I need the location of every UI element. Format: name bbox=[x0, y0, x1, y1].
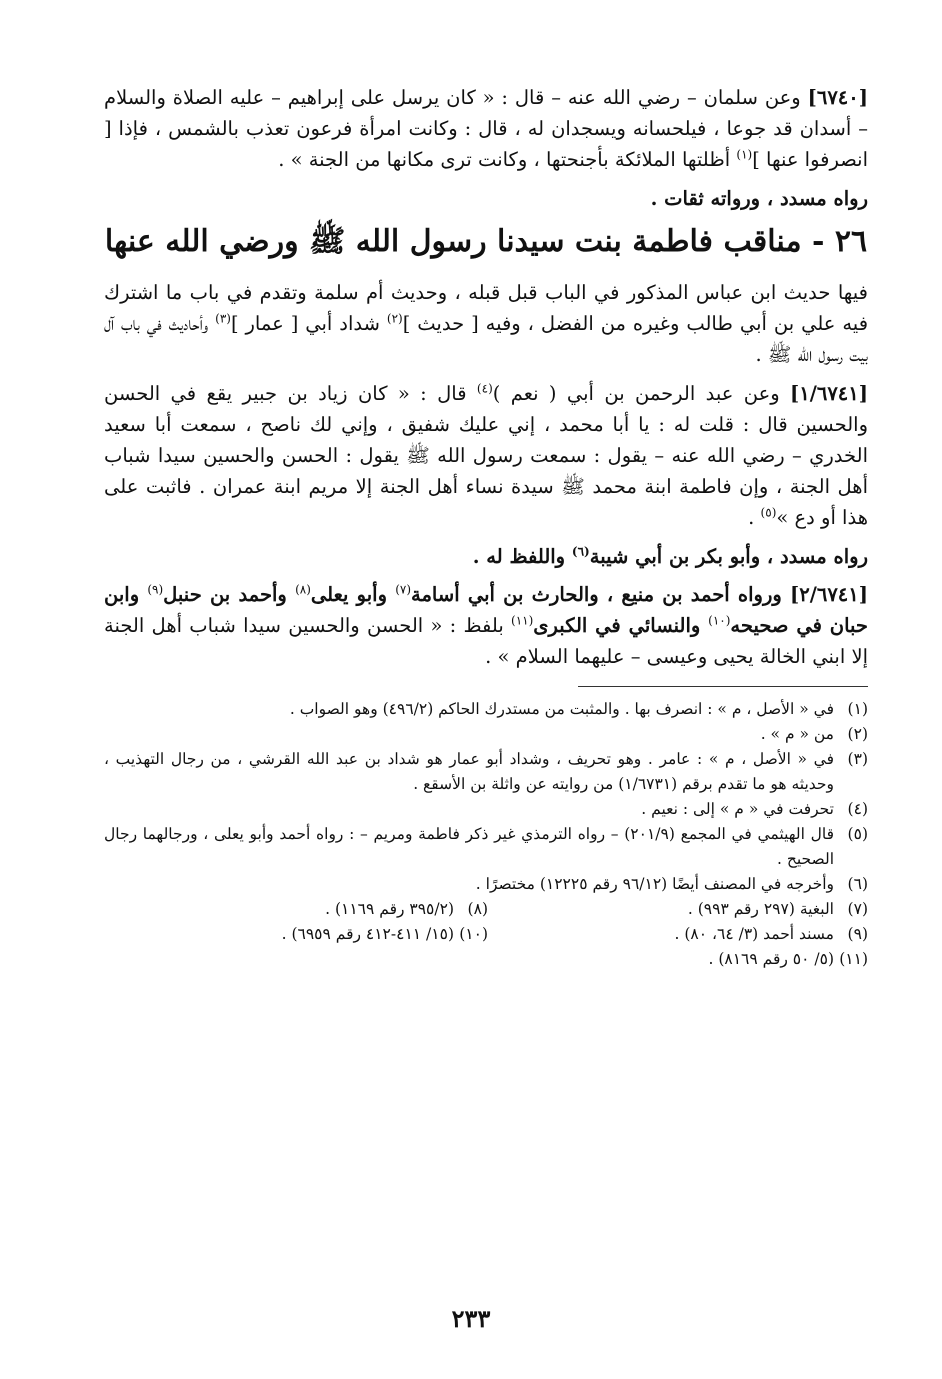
footnote-text: البغية (٢٩٧ رقم ٩٩٣) . bbox=[687, 900, 834, 918]
hadith-text: . bbox=[748, 506, 761, 529]
footnote-marker[interactable]: (٥) bbox=[760, 505, 777, 520]
hadith-text: بلفظ : « الحسن والحسين سيدا شباب أهل الجنة إلا ابني الخالة يحيى وعيسى – عليهما السلام » . bbox=[104, 614, 868, 668]
footnote-text: (٥/ ٥٠ رقم ٨١٦٩) . bbox=[708, 950, 834, 968]
footnote-marker[interactable]: (١٠) bbox=[708, 613, 731, 628]
source-text: رواه مسدد ، وأبو بكر بن أبي شيبة bbox=[589, 545, 868, 568]
footnote-text: تحرفت في « م » إلى : نعيم . bbox=[641, 800, 834, 818]
footnote-marker[interactable]: (٢) bbox=[386, 311, 403, 326]
footnote-marker[interactable]: (٣) bbox=[215, 311, 231, 326]
hadith-text: والنسائي في الكبرى bbox=[533, 614, 709, 637]
hadith-6741-2 bbox=[104, 579, 868, 672]
page-body bbox=[104, 82, 868, 972]
footnote-marker[interactable]: (١) bbox=[736, 147, 753, 162]
hadith-ref: [٢/٦٧٤١] bbox=[790, 583, 868, 606]
hadith-text: وعن سلمان – رضي الله عنه – قال : « كان يرسل على إبراهيم – عليه الصلاة والسلام – أسدان قد جوعا ، فيلحسانه ويسجدان له ، قال : وكانت امرأة فرعون تعذب بالشمس ، فإذا [ انصرفوا عنها ] bbox=[104, 86, 868, 171]
footnote-marker[interactable]: (٨) bbox=[295, 582, 311, 597]
footnote-pair bbox=[104, 922, 868, 947]
hadith-ref: [٦٧٤٠] bbox=[807, 86, 868, 109]
footnote-text: من « م » . bbox=[760, 725, 834, 743]
footnote-number: (٥) bbox=[847, 825, 868, 843]
hadith-text: أظلتها الملائكة بأجنحتها ، وكانت ترى مكانها من الجنة » . bbox=[278, 148, 737, 171]
footnote-text: في « الأصل ، م » : انصرف بها . والمثبت من مستدرك الحاكم (٤٩٦/٢) وهو الصواب . bbox=[289, 700, 834, 718]
hadith-6740 bbox=[104, 82, 868, 175]
footnote-number: (٢) bbox=[847, 725, 868, 743]
footnote-marker[interactable]: (٦) bbox=[571, 544, 590, 559]
footnote bbox=[104, 722, 868, 747]
footnote-number: (٨) bbox=[467, 900, 488, 918]
intro-text: شداد أبي [ عمار ] bbox=[230, 312, 387, 335]
hadith-text: وأبو يعلى bbox=[310, 583, 396, 606]
page-number: ٢٣٣ bbox=[451, 1304, 491, 1333]
footnote-number: (١١) bbox=[839, 950, 868, 968]
footnote-number: (١٠) bbox=[459, 925, 488, 943]
footnote-text: مسند أحمد (٣/ ٦٤، ٨٠) . bbox=[674, 925, 834, 943]
intro-text: وأحاديث في باب آل بيت رسول الله ﷺ . bbox=[104, 312, 868, 366]
footnote bbox=[104, 797, 868, 822]
footnote-pair bbox=[104, 897, 868, 922]
footnote-text: (١٥/ ٤١١-٤١٢ رقم ٦٩٥٩) . bbox=[281, 925, 454, 943]
footnote bbox=[104, 947, 868, 972]
footnote bbox=[104, 872, 868, 897]
footnote-marker[interactable]: (٤) bbox=[476, 381, 493, 396]
footnote-text: قال الهيثمي في المجمع (٢٠١/٩) – رواه الترمذي غير ذكر فاطمة ومريم – : رواه أحمد وأبو يعلى ، ورجالهما رجال الصحيح . bbox=[104, 825, 835, 868]
source-text: واللفظ له . bbox=[472, 545, 572, 568]
footnote-marker[interactable]: (١١) bbox=[511, 613, 534, 628]
footnote-marker[interactable]: (٧) bbox=[395, 582, 412, 597]
footnote-divider bbox=[578, 686, 868, 687]
footnote-text: في « الأصل ، م » : عامر . وهو تحريف ، وشداد أبو عمار هو شداد بن عبد الله القرشي ، من رجال التهذيب ، وحديثه هو ما تقدم برقم (١/٦٧٣١) من روايته عن واثلة بن الأسقع . bbox=[104, 750, 834, 793]
footnote-number: (٣) bbox=[847, 750, 868, 768]
footnote bbox=[104, 822, 868, 872]
hadith-text: ورواه أحمد بن منيع ، والحارث بن أبي أسامة bbox=[411, 583, 791, 606]
footnote-number: (١) bbox=[847, 700, 868, 718]
footnote-number: (٦) bbox=[847, 875, 868, 893]
hadith-text: وابن حبان في صحيحه bbox=[104, 583, 868, 637]
footnote bbox=[108, 922, 488, 947]
intro-text: فيها حديث ابن عباس المذكور في الباب قبل قبله ، وحديث أم سلمة وتقدم في باب ما اشترك فيه علي بن أبي طالب وغيره من الفضل ، وفيه [ حديث ] bbox=[104, 281, 869, 335]
footnote bbox=[108, 897, 488, 922]
hadith-text: قال : « كان زياد بن جبير يقع في الحسن والحسين قال : قلت له : يا أبا محمد ، إني عليك شفيق ، وإني لك ناصح ، سمعت أبا سعيد الخدري – رضي الله عنه – يقول : سمعت رسول الله ﷺ يقول : الحسن والحسين سيدا شباب أهل الجنة ، وإن فاطمة ابنة محمد ﷺ سيدة نساء أهل الجنة إلا مريم ابنة عمران . فاثبت على هذا أو دع » bbox=[104, 382, 868, 529]
footnote bbox=[488, 897, 868, 922]
chapter-intro bbox=[104, 277, 868, 370]
footnote-number: (٩) bbox=[847, 925, 868, 943]
footnote bbox=[488, 922, 868, 947]
footnote-text: وأخرجه في المصنف أيضًا (٩٦/١٢ رقم ١٢٢٢٥) مختصرًا . bbox=[475, 875, 834, 893]
footnote-marker[interactable]: (٩) bbox=[147, 582, 164, 597]
footnote-number: (٤) bbox=[847, 800, 868, 818]
footnote bbox=[104, 697, 868, 722]
chapter-heading: ٢٦ - مناقب فاطمة بنت سيدنا رسول الله ﷺ ورضي الله عنها bbox=[104, 224, 868, 259]
hadith-text: وأحمد بن حنبل bbox=[163, 583, 296, 606]
hadith-text: وعن عبد الرحمن بن أبي ( نعم ) bbox=[492, 382, 791, 405]
hadith-6741-1 bbox=[104, 378, 868, 533]
hadith-ref: [١/٦٧٤١] bbox=[790, 382, 868, 405]
source-note bbox=[104, 541, 868, 573]
footnote bbox=[104, 747, 868, 797]
source-note: رواه مسدد ، ورواته ثقات . bbox=[650, 187, 868, 210]
footnotes bbox=[104, 697, 868, 972]
footnote-text: (٣٩٥/٢ رقم ١١٦٩) . bbox=[325, 900, 454, 918]
footnote-number: (٧) bbox=[847, 900, 868, 918]
